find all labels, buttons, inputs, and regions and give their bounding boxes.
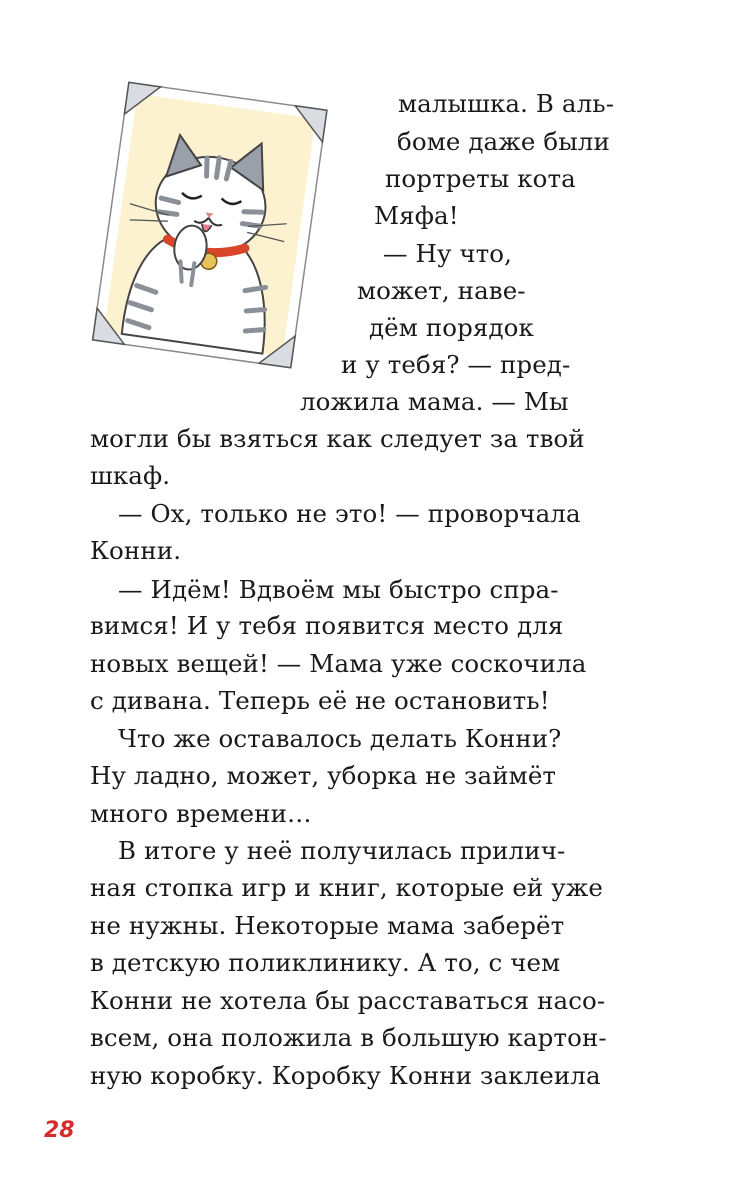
text-line: шкаф. bbox=[90, 461, 171, 490]
text-line: портреты кота bbox=[385, 164, 576, 193]
text-line: В итоге у неё получилась прилич- bbox=[118, 836, 566, 865]
text-line: всем, она положила в большую картон- bbox=[90, 1023, 607, 1052]
text-line: может, наве- bbox=[357, 276, 526, 305]
text-line: с дивана. Теперь её не остановить! bbox=[90, 686, 550, 715]
text-line: Ну ладно, может, уборка не займёт bbox=[90, 761, 557, 790]
text-line: ная стопка игр и книг, которые ей уже bbox=[90, 873, 603, 902]
text-line: боме даже были bbox=[397, 127, 610, 156]
text-line: в детскую поликлинику. А то, с чем bbox=[90, 948, 561, 977]
text-line: ложила мама. — Мы bbox=[300, 387, 569, 416]
text-line: Мяфа! bbox=[374, 201, 459, 230]
text-line: новых вещей! — Мама уже соскочила bbox=[90, 649, 587, 678]
text-line: малышка. В аль- bbox=[398, 89, 615, 118]
text-line: Конни не хотела бы расставаться насо- bbox=[90, 986, 606, 1015]
text-line: и у тебя? — пред- bbox=[341, 350, 571, 379]
page-number: 28 bbox=[44, 1118, 75, 1143]
text-line: Что же оставалось делать Конни? bbox=[118, 724, 562, 753]
cat-photo-illustration bbox=[18, 52, 348, 392]
text-line: много времени… bbox=[90, 799, 312, 828]
text-line: дём порядок bbox=[369, 313, 534, 342]
text-line: не нужны. Некоторые мама заберёт bbox=[90, 911, 565, 940]
text-line: вимся! И у тебя появится место для bbox=[90, 611, 564, 640]
text-line: могли бы взяться как следует за твой bbox=[90, 424, 585, 453]
text-line: Конни. bbox=[90, 536, 182, 565]
text-line: — Идём! Вдвоём мы быстро спра- bbox=[118, 575, 559, 604]
text-line: — Ох, только не это! — проворчала bbox=[118, 499, 581, 528]
text-line: ную коробку. Коробку Конни заклеила bbox=[90, 1061, 601, 1090]
text-line: — Ну что, bbox=[383, 239, 513, 268]
